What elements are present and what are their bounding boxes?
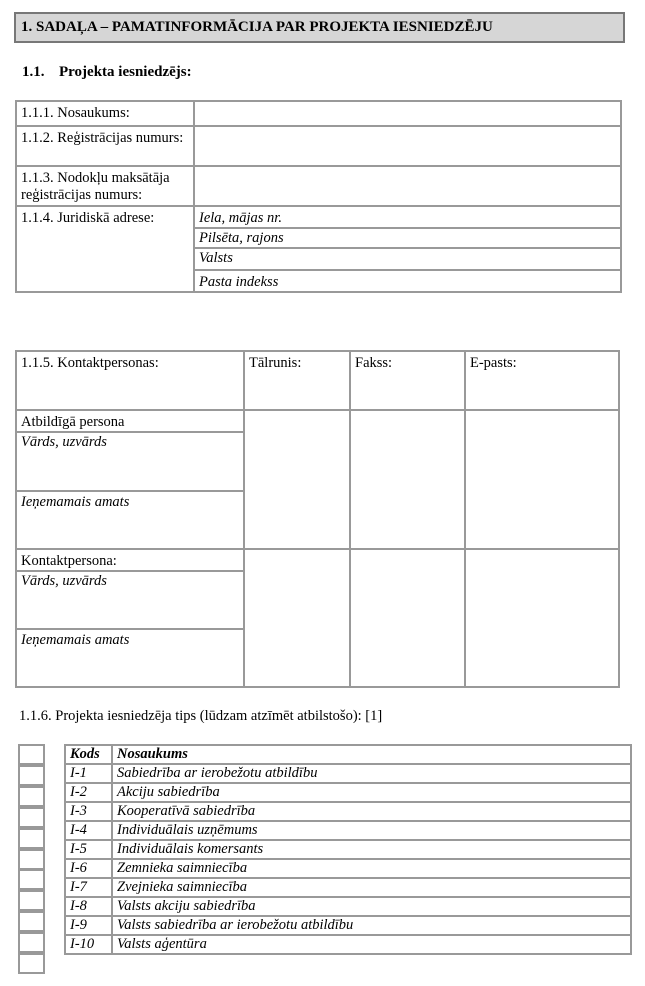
table-row [65, 821, 631, 840]
type-code-cell: I-1 [65, 764, 112, 783]
contact-phone-input[interactable] [243, 548, 351, 688]
type-name-cell: Kooperatīvā sabiedrība [112, 802, 631, 821]
type-code-cell: I-3 [65, 802, 112, 821]
table-row [65, 935, 631, 954]
responsible-position-field[interactable]: Ieņemamais amats [15, 490, 245, 550]
table-row [65, 840, 631, 859]
address-label: 1.1.4. Juridiskā adrese: [15, 205, 195, 293]
type-code-cell: I-8 [65, 897, 112, 916]
type-checkbox[interactable] [18, 807, 45, 828]
type-name-cell: Individuālais komersants [112, 840, 631, 859]
table-row [65, 783, 631, 802]
type-name-cell: Valsts akciju sabiedrība [112, 897, 631, 916]
table-row [65, 859, 631, 878]
responsible-name-field[interactable]: Vārds, uzvārds [15, 431, 245, 492]
type-checkbox[interactable] [18, 890, 45, 911]
type-checkbox[interactable] [18, 849, 45, 870]
table-row [65, 897, 631, 916]
table-row [65, 878, 631, 897]
contact-fax-input[interactable] [349, 548, 466, 688]
address-postcode-field[interactable]: Pasta indekss [193, 269, 622, 293]
applicant-type-table [64, 744, 632, 955]
type-checkbox-header [18, 744, 45, 765]
fax-header: Fakss: [349, 350, 466, 411]
name-input[interactable] [193, 100, 622, 127]
contact-position-field[interactable]: Ieņemamais amats [15, 628, 245, 688]
type-checkbox[interactable] [18, 911, 45, 932]
type-name-cell: Akciju sabiedrība [112, 783, 631, 802]
name-column-header: Nosaukums [112, 745, 631, 764]
table-row [65, 916, 631, 935]
responsible-fax-input[interactable] [349, 409, 466, 550]
reg-number-input[interactable] [193, 125, 622, 167]
responsible-email-input[interactable] [464, 409, 620, 550]
address-country-field[interactable]: Valsts [193, 247, 622, 271]
contact-name-field[interactable]: Vārds, uzvārds [15, 570, 245, 630]
type-checkbox[interactable] [18, 765, 45, 786]
email-header: E-pasts: [464, 350, 620, 411]
table-header-row [65, 745, 631, 764]
applicant-type-title: 1.1.6. Projekta iesniedzēja tips (lūdzam atzīmēt atbilstošo): [1] [19, 708, 383, 724]
table-row [65, 802, 631, 821]
contacts-header: 1.1.5. Kontaktpersonas: [15, 350, 245, 411]
subsection-title: Projekta iesniedzējs: [59, 64, 192, 80]
type-checkbox[interactable] [18, 932, 45, 953]
tax-number-label: 1.1.3. Nodokļu maksātāja reģistrācijas numurs: [15, 165, 195, 207]
subsection-heading [22, 64, 192, 81]
type-code-cell: I-9 [65, 916, 112, 935]
responsible-phone-input[interactable] [243, 409, 351, 550]
section-title: 1. SADAĻA – PAMATINFORMĀCIJA PAR PROJEKTA IESNIEDZĒJU [14, 12, 625, 43]
type-checkbox[interactable] [18, 869, 45, 890]
address-street-field[interactable]: Iela, mājas nr. [193, 205, 622, 229]
type-checkbox[interactable] [18, 953, 45, 974]
responsible-person-label: Atbildīgā persona [15, 409, 245, 433]
type-code-cell: I-10 [65, 935, 112, 954]
type-code-cell: I-6 [65, 859, 112, 878]
type-code-cell: I-4 [65, 821, 112, 840]
type-name-cell: Individuālais uzņēmums [112, 821, 631, 840]
type-name-cell: Zemnieka saimniecība [112, 859, 631, 878]
type-code-cell: I-2 [65, 783, 112, 802]
contact-email-input[interactable] [464, 548, 620, 688]
address-city-field[interactable]: Pilsēta, rajons [193, 227, 622, 249]
tax-number-input[interactable] [193, 165, 622, 207]
table-row [65, 764, 631, 783]
contact-person-label: Kontaktpersona: [15, 548, 245, 572]
subsection-number: 1.1. [22, 64, 45, 80]
type-checkbox[interactable] [18, 786, 45, 807]
type-code-cell: I-5 [65, 840, 112, 859]
type-name-cell: Valsts aģentūra [112, 935, 631, 954]
type-name-cell: Valsts sabiedrība ar ierobežotu atbildību [112, 916, 631, 935]
reg-number-label: 1.1.2. Reģistrācijas numurs: [15, 125, 195, 167]
name-label: 1.1.1. Nosaukums: [15, 100, 195, 127]
type-code-cell: I-7 [65, 878, 112, 897]
type-checkbox[interactable] [18, 828, 45, 849]
code-column-header: Kods [65, 745, 112, 764]
type-name-cell: Zvejnieka saimniecība [112, 878, 631, 897]
phone-header: Tālrunis: [243, 350, 351, 411]
type-name-cell: Sabiedrība ar ierobežotu atbildību [112, 764, 631, 783]
